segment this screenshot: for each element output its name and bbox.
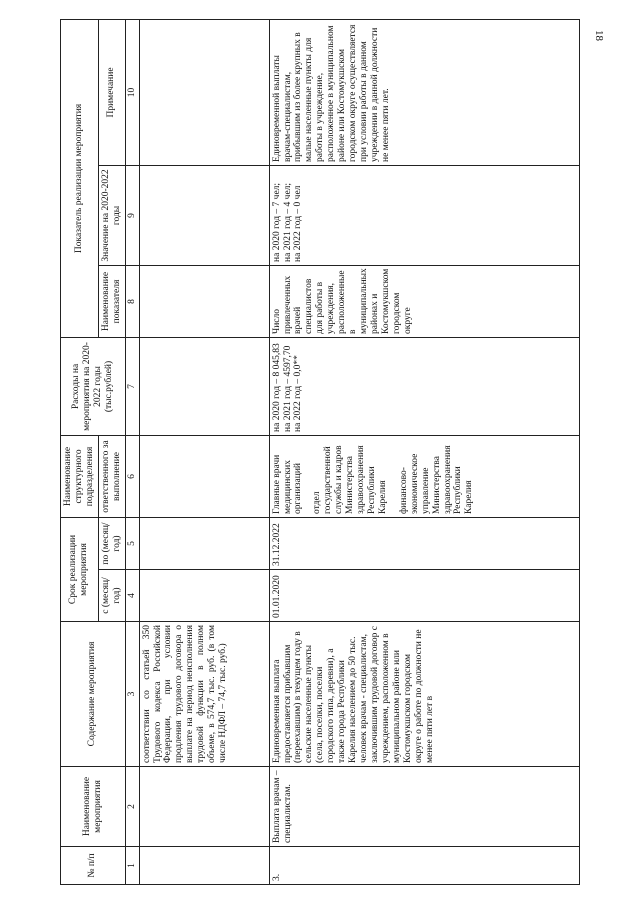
col-number: 9	[125, 165, 139, 265]
col-from-header: с (месяц/год)	[98, 570, 125, 622]
ind-value-line: на 2022 год – 0 чел	[293, 185, 304, 262]
col-content-header: Содержание мероприятия	[61, 622, 126, 767]
responsible-3: финансово-экономическое управление Министерства здравоохранения Республики Карелия	[398, 445, 475, 514]
row3-from: 01.01.2020	[269, 570, 579, 622]
col-number: 8	[125, 265, 139, 337]
col-number: 4	[125, 570, 139, 622]
row3-responsible	[269, 435, 579, 517]
responsible-1: Главные врачи медицинских организаций	[271, 454, 304, 514]
continued-row	[139, 19, 269, 884]
row3-indicator-value	[269, 165, 579, 265]
col-indicator-group-header: Показатель реализации мероприятия	[61, 19, 99, 337]
expense-line: на 2020 год – 8 045,83	[271, 343, 282, 432]
col-period-header: Срок реализации мероприятия	[61, 517, 99, 621]
row3-note: Единовременной выплаты врачам-специалистам, прибывшим из более крупных в малые населенные пункты для работы в учреждение, расположенное в муниципальном районе или Костомукшском городском округе осуществляется при условии работы в данном учреждении в данной должности не менее пяти лет.	[269, 19, 579, 165]
col-number: 2	[125, 767, 139, 847]
header-row-1	[61, 19, 99, 884]
row3-expenses	[269, 337, 579, 435]
col-number: 5	[125, 517, 139, 569]
row3-num: 3.	[269, 847, 579, 885]
table-row-3	[269, 19, 579, 884]
col-expenses-header: Расходы на мероприятия на 2020-2022 годы (тыс.рублей)	[61, 337, 126, 435]
col-name-header: Наименование мероприятия	[61, 767, 126, 847]
expense-line: на 2022 год – 0,0**	[293, 355, 304, 432]
ind-value-line: на 2021 год – 4 чел;	[282, 182, 293, 262]
col-to-header: по (месяц/год)	[98, 517, 125, 569]
ind-value-line: на 2020 год – 7 чел;	[271, 182, 282, 262]
col-unit-header: Наименование структурного подразделения	[61, 435, 99, 517]
rotated-table-container	[60, 20, 620, 885]
col-number: 6	[125, 435, 139, 517]
col-number: 3	[125, 622, 139, 767]
continued-content: соответствии со статьей 350 Трудового кодекса Российской Федерации, при условии продления трудового договора о выплате на период неисполнения трудовой функции в полном объеме, в 574,7 тыс. руб. (в том числе НДФЛ – 74,7 тыс. руб.)	[139, 622, 269, 767]
row3-indicator-name: Число привлеченных врачей специалистов для работы в учреждения, расположенные в муниципальных районах и Костомукшском городском округе	[269, 265, 579, 337]
col-ind-name-header: Наименование показателя	[98, 265, 125, 337]
measures-table	[60, 19, 580, 885]
column-numbers-row	[125, 19, 139, 884]
col-number: 7	[125, 337, 139, 435]
row3-content: Единовременная выплата предоставляется прибывшим (переехавшим) в текущем году в сельские населенные пункты (села, поселки, поселки городского типа, деревни), а также города Республики Карелия населением до 50 тыс. человек врачам - специалистам, заключившим трудовой договор с учреждением, расположенном в муниципальном районе или Костомукшском городском округе о работе по должности не менее пяти лет в	[269, 622, 579, 767]
responsible-2: отдел государственной службы и кадров Министерства здравоохранения Республики Карелия	[312, 445, 388, 514]
col-num-header: № п/п	[61, 847, 126, 885]
col-ind-value-header: Значение на 2020-2022 годы	[98, 165, 125, 265]
page-number: 18	[593, 30, 605, 41]
col-note-header: Примечание	[98, 19, 125, 165]
col-number: 10	[125, 19, 139, 165]
row3-name: Выплата врачам – специалистам.	[269, 767, 579, 847]
row3-to: 31.12.2022	[269, 517, 579, 569]
expense-line: на 2021 год – 4597,70	[282, 345, 293, 432]
col-number: 1	[125, 847, 139, 885]
col-responsible-header: ответственного за выполнение	[98, 435, 125, 517]
